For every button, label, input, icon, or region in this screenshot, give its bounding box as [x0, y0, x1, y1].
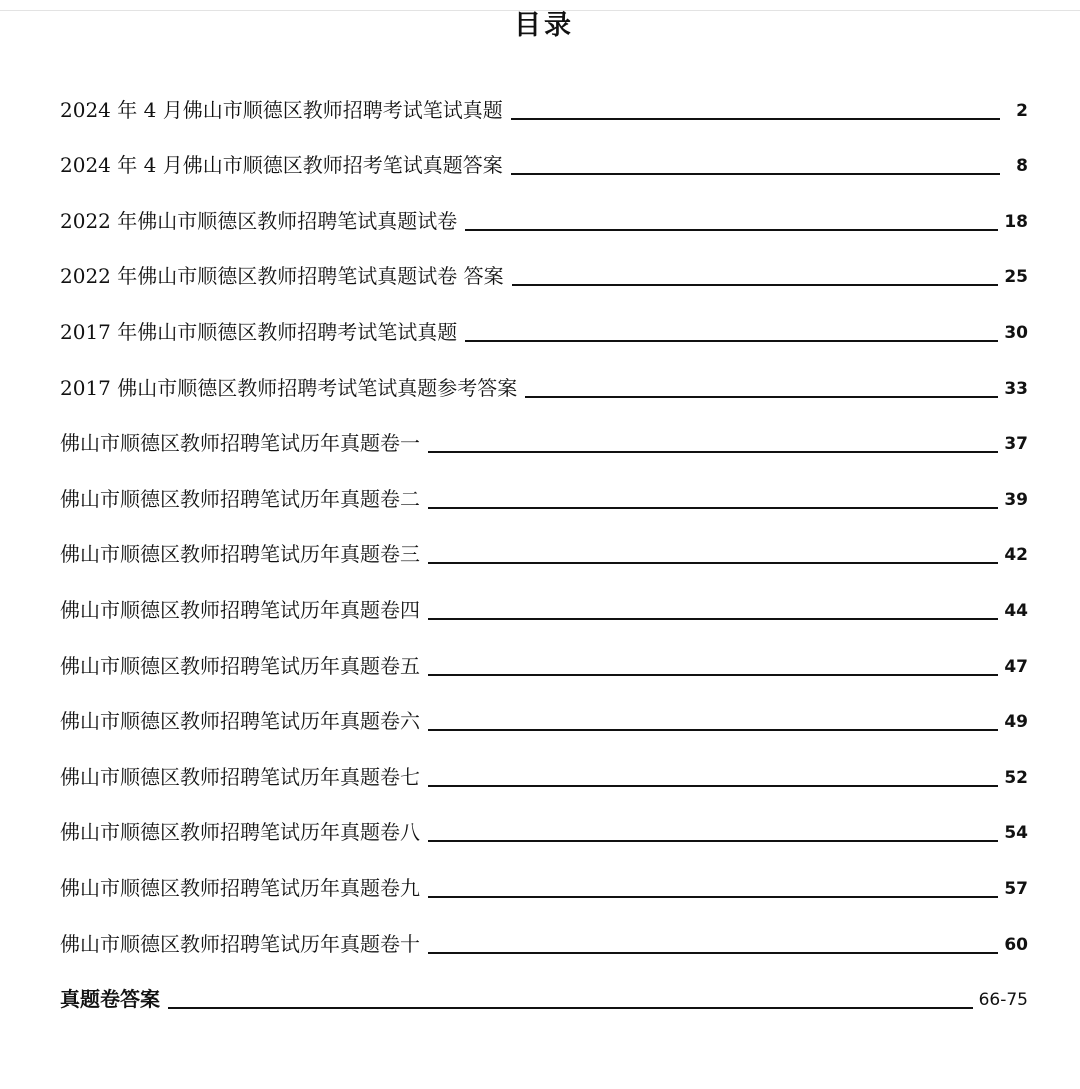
toc-entry[interactable]: [60, 467, 1028, 523]
toc-entry[interactable]: [60, 578, 1028, 634]
toc-leader-line: [428, 952, 998, 954]
toc-entry-page: 39: [1004, 489, 1028, 510]
toc-entry-page: 33: [1004, 378, 1028, 399]
toc-leader-line: [428, 785, 998, 787]
toc-entry-title: 2022 年佛山市顺德区教师招聘笔试真题试卷 答案: [60, 264, 504, 289]
toc-entry-page: 25: [1004, 267, 1028, 288]
toc-leader-line: [511, 118, 1000, 120]
toc-leader-line: [428, 896, 998, 898]
toc-entry[interactable]: [60, 300, 1028, 356]
toc-entry-page: 42: [1004, 545, 1028, 566]
toc-leader-line: [465, 229, 998, 231]
toc-entry-page: 8: [1016, 156, 1028, 177]
toc-entry[interactable]: [60, 78, 1028, 134]
toc-leader-line: [525, 396, 998, 398]
toc-entry-title: 佛山市顺德区教师招聘笔试历年真题卷六: [60, 709, 420, 734]
toc-entry-title: 2024 年 4 月佛山市顺德区教师招聘考试笔试真题: [60, 97, 503, 122]
toc-title: 目录: [514, 10, 574, 41]
toc-entry-page: 30: [1004, 322, 1028, 343]
toc-entry-title: 佛山市顺德区教师招聘笔试历年真题卷七: [60, 764, 420, 789]
toc-leader-line: [511, 173, 1000, 175]
toc-entry[interactable]: [60, 912, 1028, 968]
toc-leader-line: [428, 840, 998, 842]
toc-entry-answers[interactable]: [60, 968, 1028, 1024]
toc-leader-line: [428, 451, 998, 453]
toc-entry-title: 佛山市顺德区教师招聘笔试历年真题卷五: [60, 653, 420, 678]
toc-entry[interactable]: [60, 189, 1028, 245]
toc-entry-page: 60: [1004, 934, 1028, 955]
toc-entry-title: 佛山市顺德区教师招聘笔试历年真题卷三: [60, 542, 420, 567]
toc-entry-title: 2024 年 4 月佛山市顺德区教师招考笔试真题答案: [60, 153, 503, 178]
toc-entry-page: 44: [1004, 600, 1028, 621]
toc-entry-title: 佛山市顺德区教师招聘笔试历年真题卷十: [60, 931, 420, 956]
toc-entry-title: 2022 年佛山市顺德区教师招聘笔试真题试卷: [60, 208, 458, 233]
toc-entry-title: 真题卷答案: [60, 987, 160, 1012]
toc-entry-page: 37: [1004, 434, 1028, 455]
toc-leader-line: [428, 618, 998, 620]
toc-entry-title: 佛山市顺德区教师招聘笔试历年真题卷八: [60, 820, 420, 845]
toc-leader-line: [168, 1007, 973, 1009]
toc-entry-title: 佛山市顺德区教师招聘笔试历年真题卷四: [60, 597, 420, 622]
toc-entry[interactable]: [60, 745, 1028, 801]
toc-entry-title: 佛山市顺德区教师招聘笔试历年真题卷九: [60, 875, 420, 900]
toc-leader-line: [465, 340, 998, 342]
toc-entry[interactable]: [60, 134, 1028, 190]
toc-entry-title: 佛山市顺德区教师招聘笔试历年真题卷一: [60, 431, 420, 456]
toc-leader-line: [428, 729, 998, 731]
toc-leader-line: [428, 674, 998, 676]
toc-leader-line: [512, 284, 999, 286]
toc-entry-page: 18: [1004, 211, 1028, 232]
toc-entry[interactable]: [60, 412, 1028, 468]
toc-leader-line: [428, 507, 998, 509]
toc-entry[interactable]: [60, 523, 1028, 579]
toc-entry-title: 佛山市顺德区教师招聘笔试历年真题卷二: [60, 486, 420, 511]
toc-entry[interactable]: [60, 690, 1028, 746]
toc-entry-page: 57: [1004, 878, 1028, 899]
toc-entry-page: 2: [1016, 100, 1028, 121]
toc-entry-title: 2017 佛山市顺德区教师招聘考试笔试真题参考答案: [60, 375, 518, 400]
toc-entry[interactable]: [60, 356, 1028, 412]
toc-entry[interactable]: [60, 801, 1028, 857]
toc-entry[interactable]: [60, 856, 1028, 912]
toc-entry-page: 54: [1004, 823, 1028, 844]
toc-list: [60, 78, 1028, 1023]
toc-entry-title: 2017 年佛山市顺德区教师招聘考试笔试真题: [60, 319, 458, 344]
toc-entry-page: 66-75: [978, 990, 1028, 1011]
toc-entry-page: 49: [1004, 712, 1028, 733]
toc-entry[interactable]: [60, 245, 1028, 301]
toc-entry-page: 47: [1004, 656, 1028, 677]
toc-entry-page: 52: [1004, 767, 1028, 788]
toc-entry[interactable]: [60, 634, 1028, 690]
toc-leader-line: [428, 562, 998, 564]
